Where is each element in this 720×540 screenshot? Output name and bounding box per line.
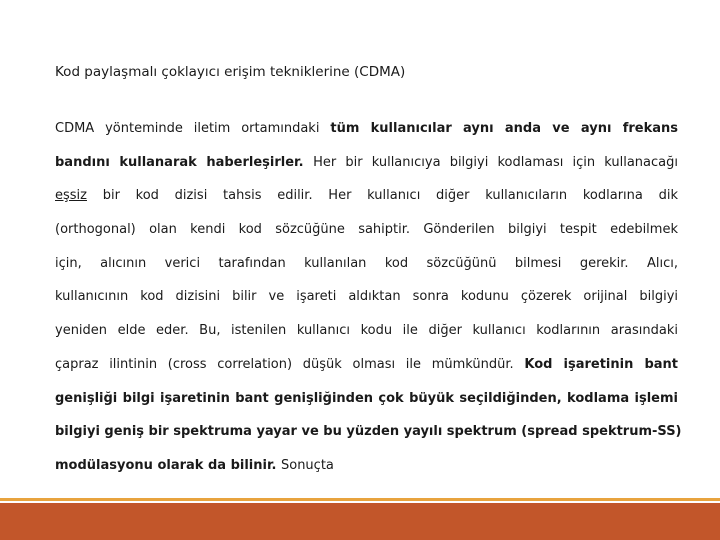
paragraph-line bbox=[55, 284, 678, 318]
text-run: (orthogonal) olan kendi kod sözcüğüne sahiptir. Gönderilen bilgiyi tespit edebilmek bbox=[55, 222, 678, 238]
text-run: kullanıcının kod dizisini bilir ve işareti aldıktan sonra kodunu çözerek orijinal bilgiyi bbox=[55, 289, 678, 305]
paragraph-line bbox=[55, 318, 678, 352]
slide-title: Kod paylaşmalı çoklayıcı erişim tekniklerine (CDMA) bbox=[55, 64, 406, 80]
text-run: CDMA yönteminde iletim ortamındaki bbox=[55, 121, 331, 136]
text-run: çapraz ilintinin (cross correlation) düşük olması ile mümkündür. bbox=[55, 356, 525, 372]
bold-text: Kod işaretinin bant bbox=[524, 356, 678, 372]
text-run: bir kod dizisi tahsis edilir. Her kullanıcı diğer kullanıcıların kodlarına dik bbox=[86, 188, 678, 204]
bold-text: bilgiyi geniş bir spektruma yayar ve bu yüzden yayılı spektrum (spread spektrum-SS) bbox=[55, 424, 682, 440]
paragraph-line bbox=[55, 217, 678, 251]
paragraph-line bbox=[55, 183, 678, 217]
text-run: Her bir kullanıcıya bilgiyi kodlaması için kullanacağı bbox=[313, 154, 678, 170]
paragraph-line bbox=[55, 453, 678, 487]
bold-text: modülasyonu olarak da bilinir. bbox=[55, 457, 281, 473]
paragraph-line bbox=[55, 116, 678, 150]
bold-text: bandını kullanarak haberleşirler. bbox=[55, 154, 314, 170]
paragraph-line bbox=[55, 150, 678, 184]
text-run: yeniden elde eder. Bu, istenilen kullanıcı kodu ile diğer kullanıcı kodlarının arasındaki bbox=[55, 323, 678, 339]
paragraph-line bbox=[55, 251, 678, 285]
paragraph-line bbox=[55, 352, 678, 386]
bold-text: genişliği bilgi işaretinin bant genişliğinden çok büyük seçildiğinden, kodlama işlemi bbox=[55, 390, 678, 406]
footer-accent-bar bbox=[0, 503, 720, 540]
bold-text: tüm kullanıcılar aynı anda ve aynı frekans bbox=[330, 121, 678, 136]
underlined-text: eşsiz bbox=[55, 188, 87, 204]
text-run: için, alıcının verici tarafından kullanılan kod sözcüğünü bilmesi gerekir. Alıcı, bbox=[55, 255, 678, 271]
paragraph-line bbox=[55, 386, 678, 420]
text-run: Sonuçta bbox=[280, 457, 334, 473]
paragraph-line bbox=[55, 419, 682, 453]
footer-accent-line bbox=[0, 498, 720, 501]
body-paragraph bbox=[55, 116, 682, 487]
